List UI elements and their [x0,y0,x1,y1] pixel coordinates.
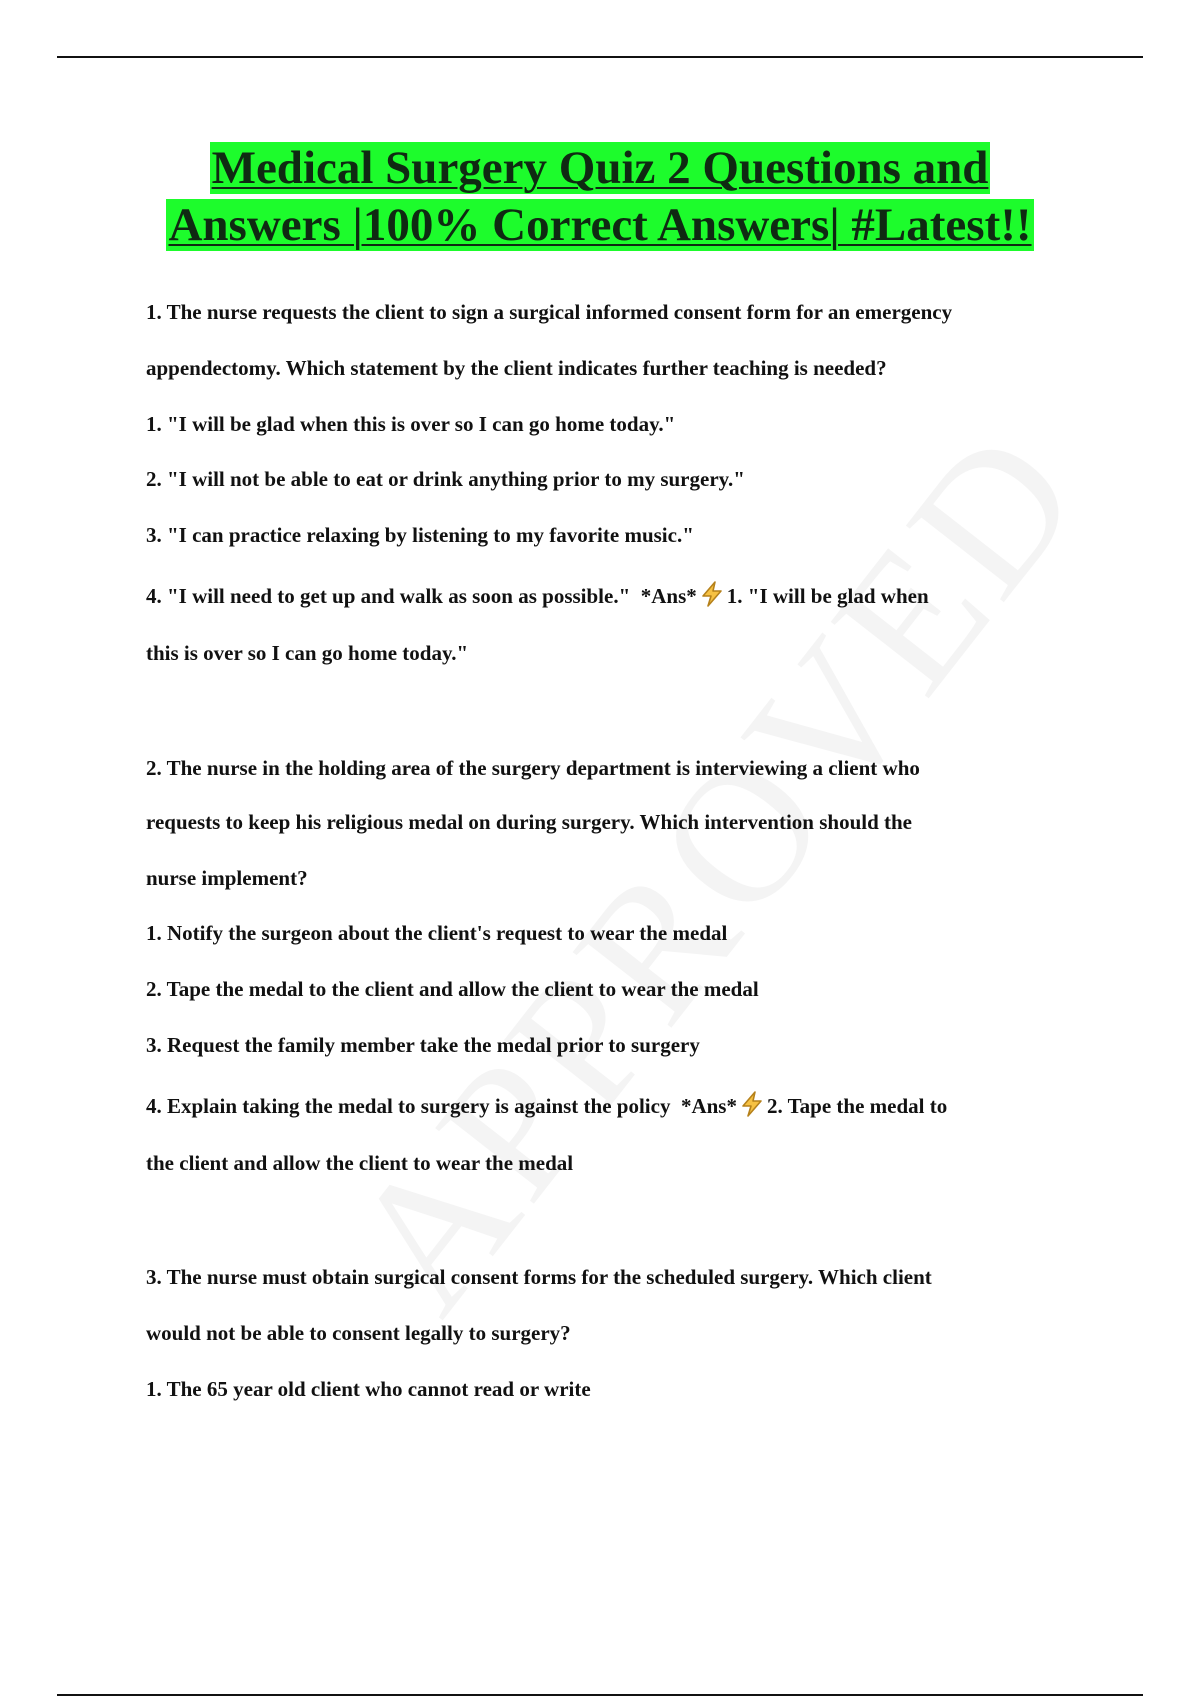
question-2-option-4: 4. Explain taking the medal to surgery is against the policy [146,1094,671,1118]
title-line-1: Medical Surgery Quiz 2 Questions and [211,142,989,194]
question-2-stem-line-2: requests to keep his religious medal on during surgery. Which intervention should the [146,810,913,834]
lightning-bolt-icon [739,1091,765,1123]
question-1-option-4: 4. "I will need to get up and walk as soon as possible." [146,584,631,608]
question-2-answer-continued: the client and allow the client to wear the medal [146,1151,574,1175]
question-2-option-1: 1. Notify the surgeon about the client's request to wear the medal [146,921,728,945]
title-line-2: Answers |100% Correct Answers| #Latest!! [168,199,1032,251]
question-1-option-3: 3. "I can practice relaxing by listening to my favorite music." [146,523,694,547]
answer-marker: *Ans* [680,1094,737,1118]
question-1-option-2: 2. "I will not be able to eat or drink anything prior to my surgery." [146,467,745,491]
question-3-stem-line-1: 3. The nurse must obtain surgical consent forms for the scheduled surgery. Which client [146,1265,932,1289]
question-1-answer: 1. "I will be glad when [726,584,929,608]
question-2-option-3: 3. Request the family member take the medal prior to surgery [146,1033,700,1057]
question-1-answer-line [146,581,929,613]
bottom-rule [57,1694,1143,1696]
question-2-answer: 2. Tape the medal to [766,1094,948,1118]
page-title [100,140,1100,254]
question-2-option-2: 2. Tape the medal to the client and allow the client to wear the medal [146,977,759,1001]
lightning-bolt-icon [699,581,725,613]
question-1-stem-line-1: 1. The nurse requests the client to sign a surgical informed consent form for an emergency [146,300,953,324]
answer-marker: *Ans* [640,584,697,608]
question-1-answer-continued: this is over so I can go home today." [146,641,469,665]
question-1-stem-line-2: appendectomy. Which statement by the client indicates further teaching is needed? [146,356,887,380]
question-3-option-1: 1. The 65 year old client who cannot read or write [146,1377,591,1401]
top-rule [57,56,1143,58]
question-1-option-1: 1. "I will be glad when this is over so I can go home today." [146,412,676,436]
question-2-answer-line [146,1091,947,1123]
question-2-stem-line-3: nurse implement? [146,866,308,890]
question-3-stem-line-2: would not be able to consent legally to surgery? [146,1321,571,1345]
question-2-stem-line-1: 2. The nurse in the holding area of the surgery department is interviewing a client who [146,756,920,780]
